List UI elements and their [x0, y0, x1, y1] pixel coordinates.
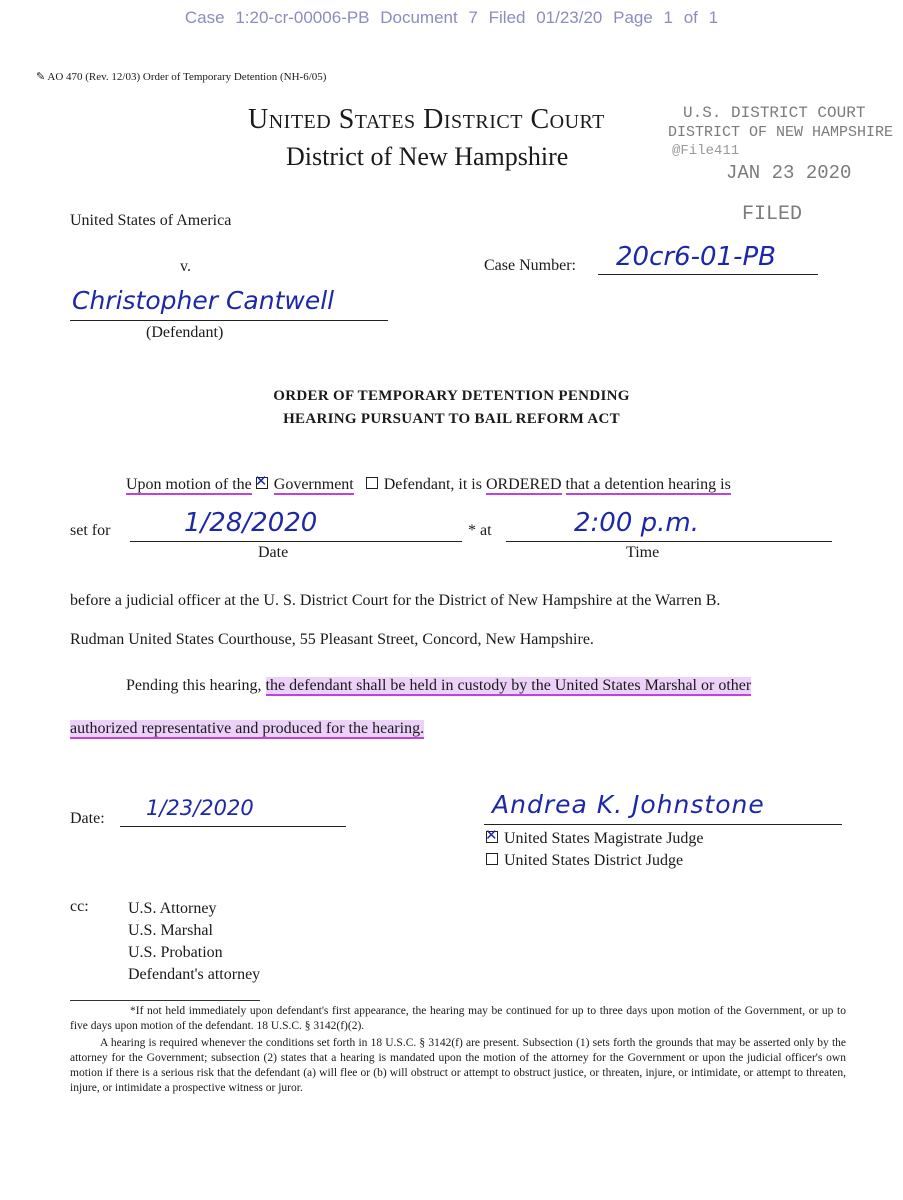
defendant-name: Christopher Cantwell [72, 286, 335, 315]
para2-line1: the defendant shall be held in custody by the United States Marshal or other [265, 677, 752, 694]
para1-line1: before a judicial officer at the U. S. District Court for the District of New Hampshire at the Warren B. [70, 592, 721, 609]
time-label: Time [626, 544, 660, 561]
cc-recipient: U.S. Probation [128, 944, 223, 961]
pen-icon: ✎ [36, 71, 48, 83]
cc-recipient: U.S. Marshal [128, 922, 213, 939]
check-mark-icon: ✕ [254, 474, 268, 491]
stamp-district: DISTRICT OF NEW HAMPSHIRE [668, 124, 894, 141]
signed-date: 1/23/2020 [146, 796, 254, 820]
footnote-2: A hearing is required whenever the conditions set forth in 18 U.S.C. § 3142(f) are present. Subsection (1) sets forth the grounds that may be asserted only by the attorney for the Government; subsection (2) states that a hearing is mandated upon the motion of the attorney for the Government or upon the judicial officer's own motion if there is a serious risk that the defendant (a) will flee or (b) will obstruct or attempt to obstruct justice, or threaten, injure, or intimidate, or attempt to threaten, injure, or intimidate a prospective witness or juror. [70, 1037, 846, 1094]
at-label: * at [468, 522, 492, 539]
document-header [0, 8, 903, 28]
footnote-1: *If not held immediately upon defendant's first appearance, the hearing may be continued for up to three days upon motion of the Government, or up to five days upon motion of the defendant. 18 U.S.C. § 3142(f)(2). [70, 1005, 846, 1032]
stamp-handle: @File411 [672, 143, 740, 159]
cc-recipient: Defendant's attorney [128, 966, 261, 983]
defendant-label: (Defendant) [146, 324, 224, 341]
stamp-date: JAN 23 2020 [726, 162, 852, 184]
header-document: Document 7 [380, 8, 478, 27]
case-number-label: Case Number: [484, 257, 576, 274]
magistrate-checkbox [485, 828, 498, 845]
district-judge-checkbox [486, 853, 498, 865]
cc-recipient: U.S. Attorney [128, 900, 217, 917]
government-option: Government [273, 476, 354, 493]
case-number-line [598, 242, 818, 275]
para1-line2: Rudman United States Courthouse, 55 Pleasant Street, Concord, New Hampshire. [70, 631, 594, 648]
para2-line2-wrap [70, 720, 424, 738]
defendant-line [70, 286, 388, 321]
footnote-divider [70, 1000, 260, 1001]
ordered-text: ORDERED [485, 476, 562, 493]
header-page: Page 1 of 1 [613, 8, 719, 27]
order-title-line2: HEARING PURSUANT TO BAIL REFORM ACT [283, 411, 620, 427]
magistrate-label: United States Magistrate Judge [504, 830, 704, 847]
para2-line2: authorized representative and produced for the hearing. [70, 720, 425, 737]
government-checkbox [254, 474, 268, 491]
motion-prefix: Upon motion of the [126, 476, 252, 493]
district-judge-option [486, 852, 683, 870]
hearing-time-line [506, 508, 832, 542]
form-id-text: AO 470 (Rev. 12/03) Order of Temporary Detention (NH-6/05) [47, 71, 327, 83]
header-filed: Filed 01/23/20 [488, 8, 603, 27]
district-judge-label: United States District Judge [504, 852, 684, 869]
hearing-date-line [130, 508, 462, 542]
hearing-date: 1/28/2020 [184, 508, 318, 538]
order-title-line1: ORDER OF TEMPORARY DETENTION PENDING [273, 388, 630, 404]
set-for-label: set for [70, 522, 111, 539]
plaintiff: United States of America [70, 212, 232, 229]
check-mark-icon: ✕ [485, 828, 498, 845]
stamp-court: U.S. DISTRICT COURT [683, 104, 866, 122]
cc-label: cc: [70, 898, 89, 915]
court-district: District of New Hampshire [286, 142, 569, 171]
para2-line1-wrap [126, 677, 751, 695]
judge-signature: Andrea K. Johnstone [492, 790, 765, 819]
cc-list [128, 898, 260, 986]
motion-suffix: that a detention hearing is [565, 476, 731, 493]
versus: v. [180, 258, 191, 275]
signature-line [484, 790, 842, 825]
date-label: Date [258, 544, 289, 561]
header-case: Case 1:20-cr-00006-PB [184, 8, 370, 27]
stamp-filed: FILED [742, 203, 803, 226]
form-id [36, 70, 326, 83]
motion-line [126, 476, 842, 494]
defendant-checkbox [366, 477, 378, 489]
signed-date-line [120, 794, 346, 827]
case-number-value: 20cr6-01-PB [616, 242, 776, 272]
hearing-time: 2:00 p.m. [574, 508, 700, 538]
defendant-option: Defendant, it is [383, 476, 482, 493]
signed-date-label: Date: [70, 810, 105, 827]
magistrate-option [486, 830, 704, 848]
para2-prefix: Pending this hearing, [126, 677, 262, 694]
court-name: United States District Court [248, 104, 605, 135]
